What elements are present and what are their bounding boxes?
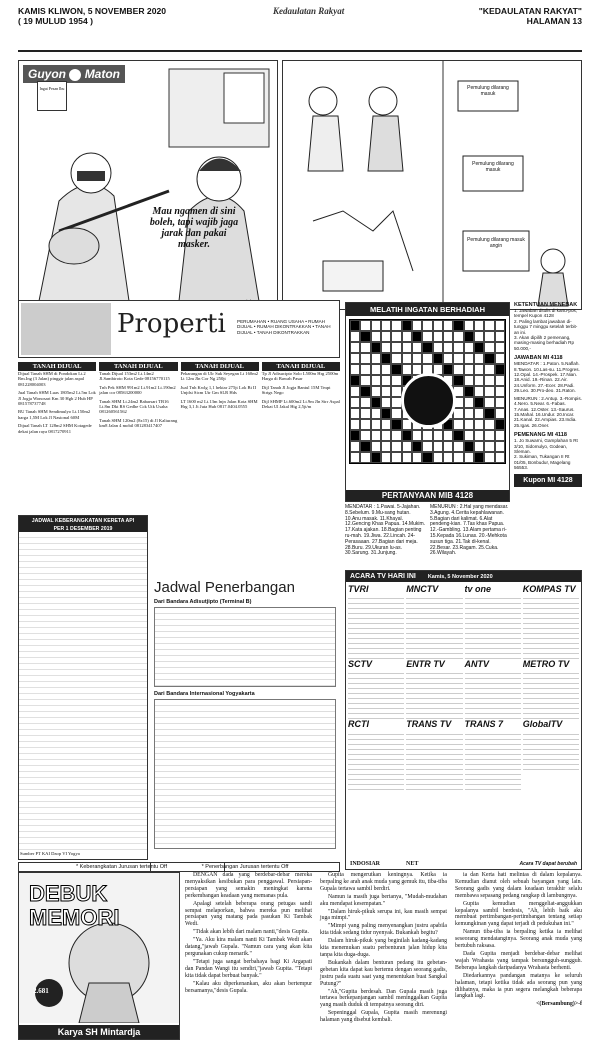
tts-cell — [443, 430, 453, 441]
listing-col-1: TANAH DIJUAL Dijual Tanah SHM di Pondokan Lt.2 Rm.Ing (3 Jalan) pinggir jalan aspal 081228004003 Jual Tanah SHM Luas 1805m2 Lt.5m Lok Jl Jogja Wonosari Km 30 Hgb 2 Hub HP 081578737748 BU Tanah SHM Sendimulyo Lt.150m2 harga 1,5M Lok Jl Nasional 60M Dijual Tanah LT 128m2 SHM Kotagede dekat jalan raya 0817270911 — [18, 363, 96, 434]
tts-cell — [484, 397, 494, 408]
tts-cell — [360, 331, 370, 342]
tts-cell — [453, 375, 463, 386]
tts-cell — [484, 452, 494, 463]
tts-cell — [422, 331, 432, 342]
tts-cell — [433, 320, 443, 331]
tts-cell — [495, 342, 505, 353]
tts-cell — [453, 364, 463, 375]
page-header — [18, 4, 582, 52]
tts-cell — [495, 386, 505, 397]
tts-cell — [474, 353, 484, 364]
tts-cell — [422, 342, 432, 353]
tts-cell — [371, 342, 381, 353]
tts-cell — [391, 386, 401, 397]
tts-cell — [402, 364, 412, 375]
tts-cell — [495, 430, 505, 441]
tts-cell — [495, 419, 505, 430]
tts-cell — [464, 386, 474, 397]
tts-cell — [443, 320, 453, 331]
story-col-3: ia dan Kerta hati melintas di dalam kepalanya. Kemudian dianut oleh sebuah bayangan yang lain. Seorang gadis yang dalam keadaan terakhir selalu membawa sepasang pedang rangkap di lambungnya. Gupita kemudian menggeliat-anggukkan kepalanya sambil berdesis, "Ah, lebih baik aku membuat pertimbangan-pertimbangan tentang setiap kemungkinan yang dapat terjadi di pedukuhan ini." Namun tiba-tiba ia berpaling ketika ia melihat seseorang mendatanginya. Seorang anak muda yang bertubuh raksasa. Dada Gupita menjadi berdebar-debar melihat wajah Wrahasta yang tampak bersungguh-sungguh. Beberapa langkah daripadanya Wrahasta berhenti. Diedarkannya pandangan matanya ke seluruh halaman, tetapi ketika tidak ada seorang pun yang dilihatnya, maka ia pun segera melangkah beberapa langkah lagi. <(Bersambung)>-f — [455, 872, 582, 1008]
tts-cell — [381, 342, 391, 353]
header-date: KAMIS KLIWON, 5 NOVEMBER 2020 ( 19 MULUD 1954 ) — [18, 6, 167, 26]
sign-3: Pemulung dilarang masuk angin — [467, 237, 525, 249]
house-image — [21, 303, 111, 355]
tts-cell — [360, 397, 370, 408]
tts-cell — [464, 364, 474, 375]
story-col-2: Gupita mengerutkan keningnya. Ketika ia berpaling ke arah anak muda yang gemuk itu, tiba-tiba Gupala tertawa sambil berdiri. Namun ia masih juga bertanya, "Mudah-mudahan aku mendapat kesempatan." "Dalam hiruk-pikuk serupa ini, kau masih sempat juga mimpi." "Mimpi yang paling menyenangkan justru apabila kita tidak sedang tidur nyenyak. Bukankah begitu? Dalam hiruk-pikuk yang beginilah kadang-kadang kita menemukan suatu perbenturan jalan hidup kita tanpa kita duga-duga. Bukankah dalam benturan pedang itu gebetan-gebetan kita dapat kau bertemu dengan seorang gadis, justru pada suatu saat yang menentukan buat Sangkal Putung?" "Ah,"Gupita berdesah. Dan Gupala masih juga tertawa berkepanjangan sambil meninggalkan Gupita yang masih duduk di tempatnya seorang diri. Sepeninggal Gupala, Gupita masih merenungi halaman yang disebut kembali. — [320, 872, 447, 1024]
tts-cell — [381, 353, 391, 364]
tts-cell — [402, 441, 412, 452]
tts-cell — [474, 331, 484, 342]
sign-board: Ingat Pesan Ibu — [37, 81, 67, 111]
tts-cell — [495, 408, 505, 419]
tts-cell — [422, 430, 432, 441]
tts-cell — [371, 408, 381, 419]
tts-cell — [360, 452, 370, 463]
tts-cell — [495, 441, 505, 452]
episode-number: 2.681 — [33, 987, 49, 995]
tts-cell — [391, 408, 401, 419]
kereta-footer: * Keberangkatan Jurusan tertentu Off — [18, 862, 225, 872]
tts-cell — [464, 452, 474, 463]
tts-cell — [495, 331, 505, 342]
tts-cell — [453, 320, 463, 331]
tts-cell — [391, 375, 401, 386]
tts-cell — [412, 320, 422, 331]
tts-cell — [381, 375, 391, 386]
tts-cell — [443, 452, 453, 463]
tts-cell — [474, 430, 484, 441]
tts-cell — [391, 364, 401, 375]
tts-cell — [350, 386, 360, 397]
listing-col-3: TANAH DIJUAL Pekarangan di Ulr Suk Seyegan Lt 160m2 Lt 12m Jln Cor Ng 250jt Jual Tnh Kwlg 1,1 hektar 275jt Lok Bt II Unjdsi Sicm Utr Gm SLR Hds LT 1600 m2 Lt.13m lnjn Jalan Kota SHM Hrg 3,1 Jt Juta Hub 0817.0404.0555 — [180, 363, 259, 410]
tts-cell — [350, 441, 360, 452]
tts-cell — [350, 430, 360, 441]
train-table — [19, 532, 147, 850]
properti-banner — [18, 300, 340, 358]
tts-cell — [350, 452, 360, 463]
tts-cell — [495, 452, 505, 463]
tts-cell — [433, 353, 443, 364]
tts-cell — [474, 419, 484, 430]
story-col-1: DENGAN dada yang berdebar-debar mereka menyaksikan kesibukan para penggawal. Persiapan- persiapan yang semakin meningkat karena perkembangan keadaan yang memanas pula. Apalagi setelah beberapa orang petugas sandi sempat melaporkan, bahwa mereka pun melihat persiapan yang matang pada pasukan Ki Tambak Wedi. "Tidak akan lebih dari malam nanti,"desis Gupita. "Ya. Aku kira malam nanti Ki Tambak Wedi akan datang,"jawab Gupala. "Namun cara yang akan kita pergunakan cukup menarik." "Tetapi juga sangat berbahaya bagi Ki Argapati dan Pandan Wangi itu sendiri,"jawab Gupita. "Tetapi kita tidak dapat berbuat banyak." "Kalau aku diperkenankan, aku akan bertempur bersamanya,"desis Gupala. — [185, 872, 312, 994]
tts: MELATIH INGATAN BERHADIAH PERTANYAAN MIB 4128 — [345, 302, 510, 502]
tts-cell — [453, 419, 463, 430]
tts-cell — [495, 364, 505, 375]
jadwal-penerbangan-main: Jadwal Penerbangan Dari Bandara Adisutjipto (Terminal B) Dari Bandara Internasional Yogyakarta * Penerbangan Jurusan tertentu Off — [150, 515, 340, 860]
tts-cell — [484, 375, 494, 386]
penerbangan-footer: * Penerbangan Jurusan tertentu Off — [150, 862, 340, 872]
tts-cell — [350, 375, 360, 386]
cartoon-title: Guyon Maton — [23, 65, 125, 83]
tts-cell — [474, 386, 484, 397]
tts-cell — [474, 342, 484, 353]
tts-cell — [464, 331, 474, 342]
tts-cell — [484, 342, 494, 353]
tts-cell — [350, 320, 360, 331]
tts-cell — [412, 430, 422, 441]
tts-cell — [381, 386, 391, 397]
tts-cell — [391, 419, 401, 430]
tts-cell — [412, 342, 422, 353]
listing-col-2: TANAH DIJUAL Tanah Dijual 153m2 Lt.14m2 Jl.Sambiroto Kota Gede 08156770115 Tnh Pek SHM 991m2 Lt.91m2 Lt.190m2 jalan cor 08563200000 Tanah SHM Lt.24m2 Babarsari TB16 Lt.8m Dkt RS Gedhe Cck Utk Usaha 081260561562 Tanah SHM 120m2 (8x15) di Jl Kaliurang km8 Jalan 4 mobil 081283417407 — [99, 363, 178, 429]
tts-cell — [371, 331, 381, 342]
tts-cell — [371, 320, 381, 331]
tts-cell — [350, 342, 360, 353]
tts-cell — [464, 419, 474, 430]
tts-cell — [484, 331, 494, 342]
tts-cell — [422, 353, 432, 364]
tts-cell — [360, 430, 370, 441]
kupon: Kupon MI 4128 — [514, 474, 582, 487]
tts-cell — [474, 397, 484, 408]
tts-cell — [402, 342, 412, 353]
tts-cell — [350, 353, 360, 364]
tts-cell — [371, 375, 381, 386]
tts-cell — [474, 441, 484, 452]
tts-cell — [453, 342, 463, 353]
tts-cell — [412, 452, 422, 463]
tts-cell — [433, 342, 443, 353]
tts-cell — [371, 452, 381, 463]
tts-cell — [433, 452, 443, 463]
cartoon-pemulung — [282, 60, 582, 310]
adisutjipto-table — [154, 607, 336, 687]
tts-cell — [381, 408, 391, 419]
tts-cell — [453, 430, 463, 441]
tts-cell — [495, 353, 505, 364]
tts-cell — [464, 441, 474, 452]
tts-cell — [453, 452, 463, 463]
tts-cell — [464, 353, 474, 364]
tts-cell — [360, 386, 370, 397]
tts-cell — [391, 452, 401, 463]
cerbung-banner: DEBUK MEMORI 2.681 Karya SH Mintardja — [18, 872, 180, 1040]
tts-cell — [381, 364, 391, 375]
tts-cell — [391, 430, 401, 441]
tts-cell — [474, 408, 484, 419]
header-page: "KEDAULATAN RAKYAT" HALAMAN 13 — [478, 6, 582, 26]
tts-cell — [495, 397, 505, 408]
tts-cell — [371, 386, 381, 397]
tts-cell — [371, 441, 381, 452]
tts-cell — [474, 364, 484, 375]
tts-cell — [433, 441, 443, 452]
tts-cell — [371, 430, 381, 441]
tts-cell — [412, 331, 422, 342]
tts-cell — [350, 331, 360, 342]
tts-cell — [464, 320, 474, 331]
yia-table — [154, 699, 336, 849]
tts-cell — [350, 397, 360, 408]
tts-cell — [360, 342, 370, 353]
tts-cell — [402, 320, 412, 331]
tts-cell — [422, 320, 432, 331]
tts-cell — [371, 419, 381, 430]
cerbung-author: Karya SH Mintardja — [19, 1025, 179, 1039]
tts-cell — [381, 419, 391, 430]
tts-cell — [433, 331, 443, 342]
tts-mendatar: MENDATAR : 1.Pawai. 5-Jajahan. 8.Sebelum. 9.Mu-sang hutan. 10.Anu masak. 11.Khayal. 12.Gencing Khas Papua. 14.Mukim. 17.Kata ajakan. 18.Bagian penting ru-mah. 19.Jiwa. 22.Lincah. 24-Perasaaan. 27.Bagian dari meja. 28.Buru. 29.Ukuran lu-as. 30.Sarung. 31.Junjung. — [345, 504, 426, 557]
masthead: Kedaulatan Rakyat — [273, 6, 345, 16]
tts-cell — [443, 342, 453, 353]
tts-cell — [360, 364, 370, 375]
tts-cell — [360, 419, 370, 430]
cartoon-guyon-maton — [18, 60, 278, 310]
tts-cell — [453, 408, 463, 419]
tts-cell — [453, 353, 463, 364]
kr-logo — [401, 373, 456, 428]
tts-cell — [422, 452, 432, 463]
ketentuan: KETENTUAN MENEBAK 1. Jawaban ditulis di kartu-pos, tempel Kupon 4128 2. Paling lambat jawaban di-tunggu 7 minggu setelah terbit-an ini. 3. Akan dipilih 2 pemenang, masing-masing berhadiah Rp 50.000,- JAWABAN MI 4118 MENDATAR : 1.Paton. 5.Naflah. 8.Tawon. 10.Las-su. 11.Progres. 12.Opal. 14.-Prospek. 17.Nian. 18.Anid. 19.-Rinan. 22.Air. 24.Unform. 27.-Ecer. 28.Padi. 29.Leo. 30.Pro-deo. 31.Raton. MENURUN : 2.Antup. 3.-Rompis. 4.Nero. 5.Near. 6.-Fabas. 7.Anas. 12.Oster. 13.-Saurus. 15.Mahal. 16.Undur. 20.Incar. 21.Kanal. 22.Ampias. 23.India. 25.Igas. 26.Oner. PEMENANG MI 4118 1. Jo Suwarni, Gamplahan 5 Rt 3/10, Sidomulyo, Godean, Sleman. 2. Sukiman, Tukangan II Rt 01/05, Bonbudur, Magelang 56553. Kupon MI 4128 — [514, 302, 582, 567]
tts-cell — [371, 397, 381, 408]
tts-cell — [381, 441, 391, 452]
tts-cell — [391, 441, 401, 452]
tts-cell — [484, 441, 494, 452]
tts-cell — [453, 441, 463, 452]
tts-cell — [391, 342, 401, 353]
tts-menurun: MENURUN : 2.Hal yang mendasar. 3.Agung. 4.Cerita kepahlawanan. 5.Bagian dari kalimat. 6.Alat pendeng-kian. 7.Tas khas Papua. 12.-Gambling. 13.Alam pertama ri-15.Kepada 16.Lunas. 20.-Mehkota susun tiga. 21.Tak di-kenal. 22.Besar. 23.Ragam. 25.Cuka. 26.Wilayah. — [430, 504, 509, 557]
jadwal-kereta: JADWAL KEBERANGKATAN KERETA API PER 1 DESEMBER 2019 Sumber PT KAI Daop VI Yogya — [18, 515, 148, 860]
tts-cell — [402, 452, 412, 463]
tts-cell — [433, 430, 443, 441]
cartoon2-illustration — [283, 61, 581, 309]
tts-cell — [443, 353, 453, 364]
tts-cell — [350, 419, 360, 430]
tts-cell — [412, 441, 422, 452]
tts-cell — [495, 320, 505, 331]
tts-cell — [402, 430, 412, 441]
tts-cell — [484, 320, 494, 331]
tts-cell — [360, 320, 370, 331]
tts-cell — [350, 408, 360, 419]
tts-cell — [350, 364, 360, 375]
tts-cell — [453, 331, 463, 342]
tts-cell — [464, 408, 474, 419]
tts-cell — [381, 331, 391, 342]
tts-cell — [422, 441, 432, 452]
properti-menu: PERUMAHAN • RUANG USAHA • RUMAH DIJUAL • RUMAH DIKONTRAKKAN • TANAH DIJUAL • TANAH DIKONTRAKKAN — [237, 319, 331, 335]
tts-cell — [402, 331, 412, 342]
tts-cell — [484, 408, 494, 419]
tts-cell — [484, 430, 494, 441]
tts-cell — [443, 331, 453, 342]
tts-cell — [391, 320, 401, 331]
sign-2: Pemulung dilarang masuk — [472, 161, 514, 173]
tts-cell — [464, 375, 474, 386]
penerbangan-title: Jadwal Penerbangan — [154, 579, 295, 596]
tts-cell — [484, 419, 494, 430]
tts-cell — [360, 441, 370, 452]
tts-cell — [443, 441, 453, 452]
properti-title: Properti — [117, 309, 226, 339]
tts-cell — [371, 353, 381, 364]
tts-cell — [391, 331, 401, 342]
acara-tv: ACARA TV HARI INI Kamis, 5 November 2020 TVRI SCTV RCTI MNCTV ENTR TV TRANS TV tv one ANTV TRANS 7 KOMPAS TV METRO TV GlobalTV Acara TV dapat berubah INDOSIAR NET — [345, 570, 582, 870]
tts-cell — [443, 364, 453, 375]
tts-cell — [484, 353, 494, 364]
tts-cell — [381, 397, 391, 408]
cartoon-caption: Mau ngamen di sini boleh, tapi wajib jaga jarak dan pakai masker. — [149, 206, 239, 250]
tts-cell — [474, 452, 484, 463]
sign-1: Pemulung dilarang masuk — [467, 85, 509, 97]
tts-cell — [464, 342, 474, 353]
tts-cell — [412, 353, 422, 364]
tts-cell — [474, 375, 484, 386]
tts-cell — [360, 375, 370, 386]
tts-cell — [484, 364, 494, 375]
listings — [18, 362, 340, 512]
tts-cell — [381, 320, 391, 331]
tts-cell — [484, 386, 494, 397]
cerbung-story — [185, 872, 582, 1042]
tts-cell — [360, 353, 370, 364]
tts-cell — [464, 430, 474, 441]
listing-col-4: TANAH DIJUAL Tp Jl Adisucipto Solo L500m Hrg 2500m Harga di Bawah Pasar Dijl Tanah Jl Jogja Bantul 15M Tmpt Strtgs Nego Dijl SHMP Lt.600m2 Lt.9m Jln Sirr Aspal Dekat Ul Jakal Htg 2,5jt/m — [261, 363, 340, 410]
tts-cell — [402, 353, 412, 364]
tts-cell — [474, 320, 484, 331]
tts-cell — [391, 353, 401, 364]
tts-cell — [464, 397, 474, 408]
tts-cell — [371, 364, 381, 375]
tts-cell — [381, 452, 391, 463]
tts-cell — [360, 408, 370, 419]
tv-columns: TVRI SCTV RCTI MNCTV ENTR TV TRANS TV tv one ANTV TRANS 7 KOMPAS TV METRO TV GlobalTV — [346, 582, 581, 792]
tts-cell — [495, 375, 505, 386]
tts-cell — [381, 430, 391, 441]
